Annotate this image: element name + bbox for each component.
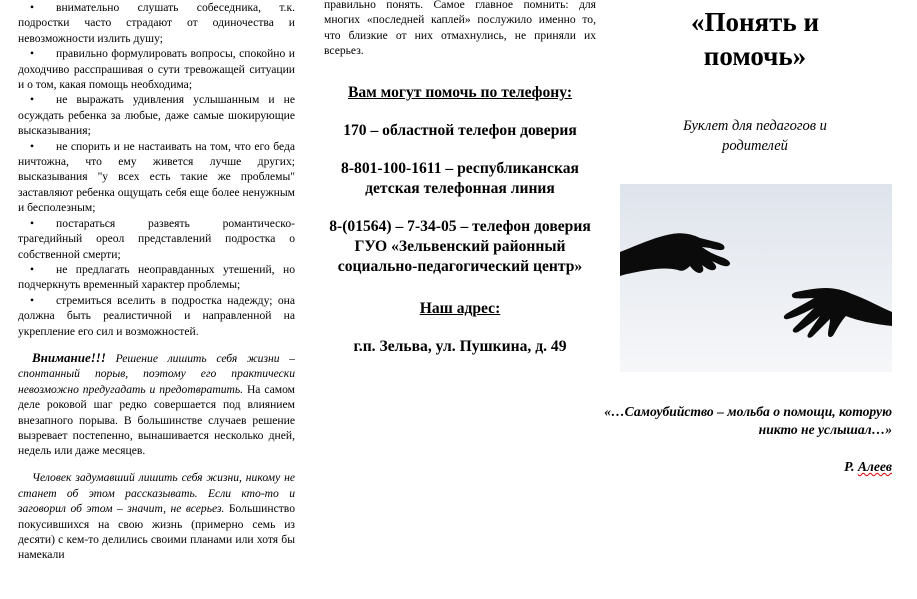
myth-text: Человек задумавший лишить себя жизни, никому не станет об этом рассказывать. Если кто-то и заговорил об этом – значит, не всерьез.	[18, 471, 295, 516]
list-item: • не выражать удивления услышанным и не осуждать ребенка за любые, даже самые шокирующие высказывания;	[18, 93, 295, 138]
list-item: • внимательно слушать собеседника, т.к. подростки часто страдают от одиночества и невозможности излить душу;	[18, 1, 295, 45]
warning-paragraph	[18, 350, 295, 459]
column-left	[18, 0, 295, 599]
myth-paragraph	[18, 470, 295, 562]
address-text: г.п. Зельва, ул. Пушкина, д. 49	[353, 338, 567, 356]
advice-list	[18, 0, 295, 339]
reaching-hands-image	[620, 184, 892, 372]
phone-help-heading: Вам могут помочь по телефону:	[347, 84, 573, 102]
continuation-paragraph: правильно понять. Самое главное помнить: для многих «последней каплей» послужило именно то, что близкие от них отмахнулись, не приняли их всерьез.	[324, 0, 596, 57]
list-item: • стремиться вселить в подростка надежду; она должна быть реалистичной и направленной на укрепление его сил и возможностей.	[18, 293, 295, 338]
phone-line-regional: 170 – областной телефон доверия	[343, 122, 577, 140]
column-middle	[324, 0, 596, 599]
warning-myth: Решение лишить себя жизни – спонтанный порыв, поэтому его практически невозможно предугадать и предотвратить.	[18, 351, 295, 396]
fact-text: Большинство покусившихся на свою жизнь (примерно семь из десяти) с кем-то делились своими планами или хотя бы намекали	[18, 502, 295, 562]
brochure-title: «Понять и помочь»	[690, 7, 819, 71]
list-item: • не спорить и не настаивать на том, что его беда ничтожна, что ему живется лучше других; высказывания "у всех есть такие же проблемы" заставляют ребенка ощущать себя еще более ненужным и бесполезным;	[18, 139, 295, 215]
epigraph-quote: «…Самоубийство – мольба о помощи, которую никто не услышал…»	[604, 404, 892, 437]
list-item: • не предлагать неоправданных утешений, но подчеркнуть временный характер проблемы;	[18, 262, 295, 292]
warning-fact: На самом деле роковой шаг редко совершается под влиянием внезапного порыва. В большинстве случаев решение вызревает постепенно, вынашивается несколько дней, недель или даже месяцев.	[18, 382, 295, 458]
sky-background	[620, 184, 892, 372]
author-name: Алеев	[857, 459, 892, 474]
brochure-subtitle: Буклет для педагогов и родителей	[683, 118, 827, 154]
column-right	[600, 0, 917, 599]
phone-line-center: 8-(01564) – 7-34-05 – телефон доверия ГУО «Зельвенский районный социально-педагогический центр»	[329, 218, 591, 276]
list-item: • правильно формулировать вопросы, спокойно и доходчиво расспрашивая о сути тревожащей ситуации и о том, какая помощь необходима;	[18, 47, 295, 92]
address-heading: Наш адрес:	[419, 300, 501, 318]
list-item: • постараться развеять романтическо-трагедийный ореол представлений подростка о собственной смерти;	[18, 216, 295, 261]
quote-author: Р. Алеев	[844, 459, 892, 474]
warning-lead: Внимание!!!	[32, 349, 106, 365]
phone-line-republican: 8-801-100-1611 – республиканская детская телефонная линия	[341, 160, 579, 198]
